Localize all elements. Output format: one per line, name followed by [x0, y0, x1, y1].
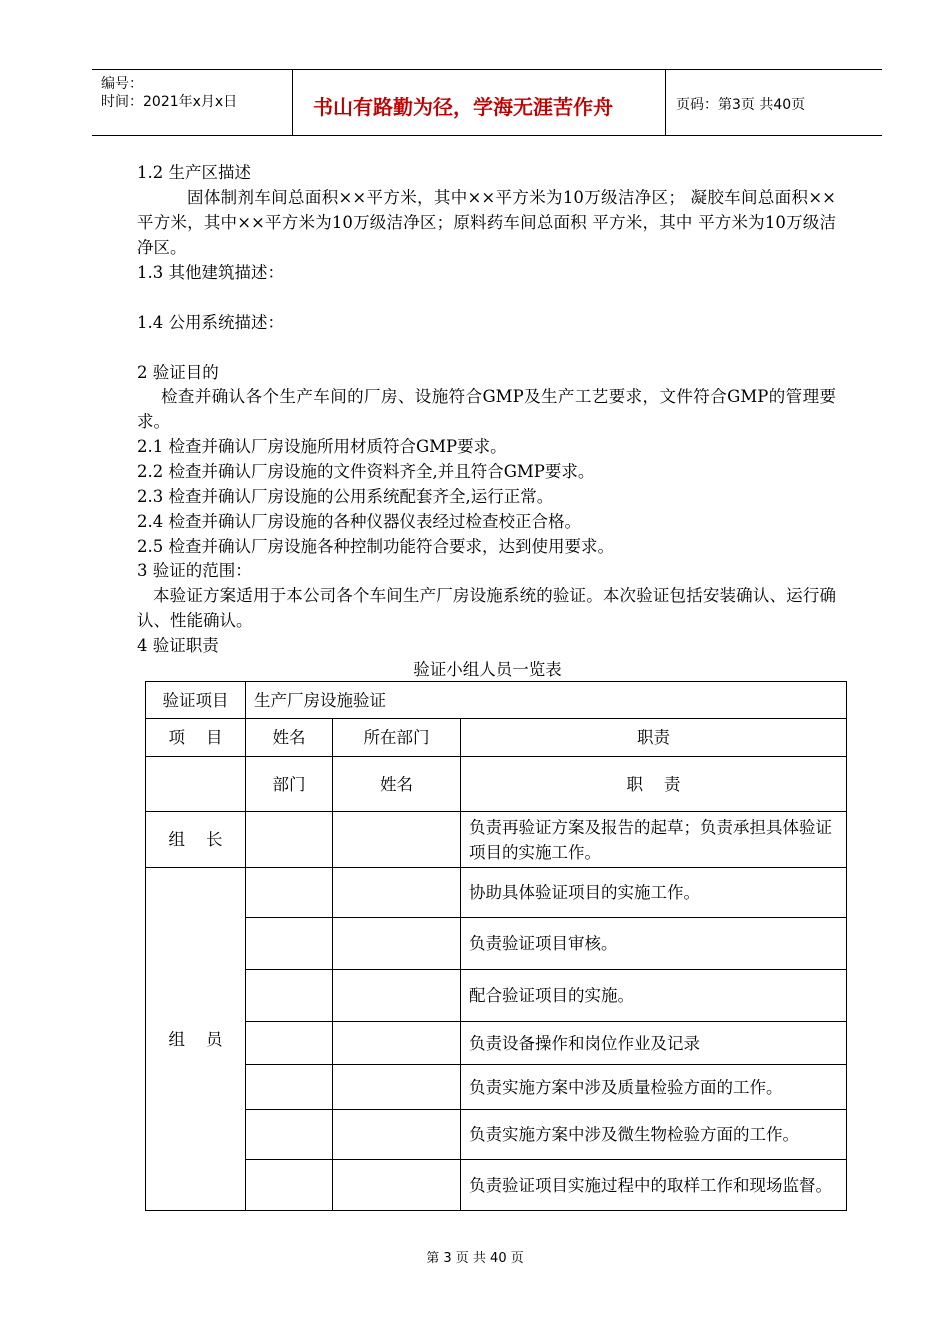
table-row [146, 682, 847, 719]
validation-team-table [145, 681, 847, 1211]
member-name-cell [333, 868, 461, 918]
subheader-duty-cell: 职 责 [461, 757, 847, 812]
table-row [146, 1065, 847, 1110]
member-name-cell [333, 1160, 461, 1211]
leader-label-cell: 组 长 [146, 812, 246, 868]
header-name-cell: 姓名 [246, 719, 333, 757]
member-duty-cell: 负责实施方案中涉及微生物检验方面的工作。 [461, 1110, 847, 1160]
table-title: 验证小组人员一览表 [413, 660, 562, 679]
table-row [146, 1022, 847, 1065]
subheader-name-cell: 姓名 [333, 757, 461, 812]
project-value-cell: 生产厂房设施验证 [246, 682, 847, 719]
leader-dept-cell [246, 812, 333, 868]
table-row [146, 970, 847, 1022]
section-3-title: 3 验证的范围： [137, 561, 252, 580]
member-name-cell [333, 970, 461, 1022]
table-row [146, 757, 847, 812]
member-duty-cell: 负责验证项目实施过程中的取样工作和现场监督。 [461, 1160, 847, 1211]
section-4-title: 4 验证职责 [137, 636, 219, 655]
header-duty-cell: 职责 [461, 719, 847, 757]
header-item-cell: 项 目 [146, 719, 246, 757]
empty-cell [146, 757, 246, 812]
section-2-title: 2 验证目的 [137, 363, 219, 382]
section-2-1: 2.1 检查并确认厂房设施所用材质符合GMP要求。 [137, 437, 507, 456]
section-1-2-text: 固体制剂车间总面积××平方米，其中××平方米为10万级洁净区； 凝胶车间总面积××平方米，其中××平方米为10万级洁净区；原料药车间总面积 平方米，其中 平方米为10万级洁净区。 [137, 188, 836, 257]
section-3-text: 本验证方案适用于本公司各个车间生产厂房设施系统的验证。本次验证包括安装确认、运行确认、性能确认。 [137, 586, 836, 630]
table-row [146, 812, 847, 868]
member-duty-cell: 协助具体验证项目的实施工作。 [461, 868, 847, 918]
member-dept-cell [246, 1065, 333, 1110]
section-1-3-title: 1.3 其他建筑描述： [137, 263, 284, 282]
table-row [146, 918, 847, 970]
table-row [146, 719, 847, 757]
member-label-cell: 组 员 [146, 868, 246, 1211]
member-duty-cell: 配合验证项目的实施。 [461, 970, 847, 1022]
header-number-label: 编号： [101, 76, 143, 92]
member-name-cell [333, 1110, 461, 1160]
section-2-4: 2.4 检查并确认厂房设施的各种仪器仪表经过检查校正合格。 [137, 512, 581, 531]
header-time-label: 时间：2021年x月x日 [101, 94, 238, 110]
header-slogan: 书山有路勤为径，学海无涯苦作舟 [313, 95, 613, 119]
member-name-cell [333, 918, 461, 970]
header-divider-right [665, 69, 666, 136]
header-bottom-rule [92, 135, 882, 136]
page-footer: 第 3 页 共 40 页 [426, 1251, 524, 1266]
member-dept-cell [246, 1110, 333, 1160]
section-2-5: 2.5 检查并确认厂房设施各种控制功能符合要求，达到使用要求。 [137, 537, 614, 556]
leader-name-cell [333, 812, 461, 868]
member-dept-cell [246, 868, 333, 918]
subheader-dept-cell: 部门 [246, 757, 333, 812]
header-page-info: 页码：第3页 共40页 [676, 97, 806, 113]
table-row [146, 1110, 847, 1160]
section-2-3: 2.3 检查并确认厂房设施的公用系统配套齐全,运行正常。 [137, 487, 554, 506]
header-top-rule [92, 69, 882, 70]
section-1-4-title: 1.4 公用系统描述： [137, 313, 284, 332]
member-duty-cell: 负责设备操作和岗位作业及记录 [461, 1022, 847, 1065]
member-dept-cell [246, 1160, 333, 1211]
member-name-cell [333, 1022, 461, 1065]
section-1-2-title: 1.2 生产区描述 [137, 163, 251, 182]
project-label-cell: 验证项目 [146, 682, 246, 719]
member-duty-cell: 负责实施方案中涉及质量检验方面的工作。 [461, 1065, 847, 1110]
header-divider-left [292, 69, 293, 136]
member-duty-cell: 负责验证项目审核。 [461, 918, 847, 970]
header-dept-cell: 所在部门 [333, 719, 461, 757]
leader-duty-cell: 负责再验证方案及报告的起草；负责承担具体验证项目的实施工作。 [461, 812, 847, 868]
member-dept-cell [246, 1022, 333, 1065]
section-2-text: 检查并确认各个生产车间的厂房、设施符合GMP及生产工艺要求，文件符合GMP的管理要求。 [137, 387, 836, 431]
member-dept-cell [246, 970, 333, 1022]
table-row [146, 868, 847, 918]
member-dept-cell [246, 918, 333, 970]
section-2-2: 2.2 检查并确认厂房设施的文件资料齐全,并且符合GMP要求。 [137, 462, 595, 481]
table-row [146, 1160, 847, 1211]
member-name-cell [333, 1065, 461, 1110]
